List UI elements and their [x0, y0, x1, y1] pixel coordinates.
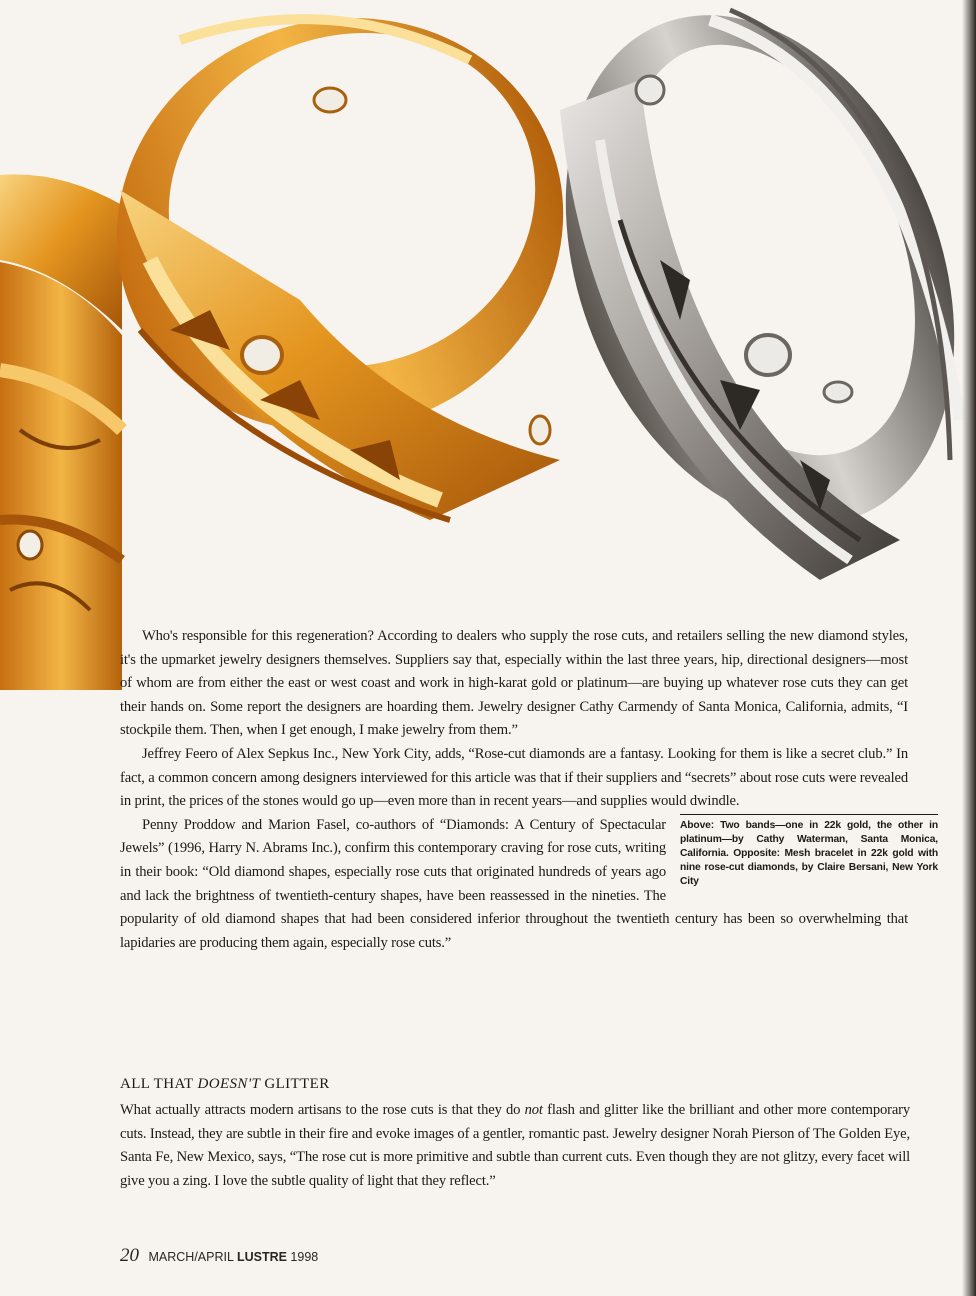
article-paragraph [120, 814, 938, 956]
article-body [120, 625, 938, 955]
article-paragraph-text: Penny Proddow and Marion Fasel, co-authors of “Diamonds: A Century of Spectacular Jewels” (1996, Harry N. Abrams Inc.), confirm this contemporary craving for rose cuts, writing in their book: “Old diamond shapes, especially rose cuts that originated hundreds of years ago and lack the brightness of twentieth-century shapes, have been reassessed in the nineties. The popularity of old diamond shapes that had been considered inferior throughout the twentieth century has been so overwhelming that lapidaries are producing them again, especially rose cuts.” [120, 816, 908, 951]
left-gold-ring [0, 174, 122, 690]
page-number: 20 [120, 1245, 139, 1266]
platinum-ring [494, 0, 976, 583]
article-paragraph [120, 743, 908, 814]
magazine-name: LUSTRE [236, 1250, 287, 1264]
section-paragraph [120, 1099, 910, 1193]
photo-caption: Above: Two bands—one in 22k gold, the other in platinum—by Cathy Waterman, Santa Monica, California. Opposite: Mesh bracelet in 22k gold with nine rose-cut diamonds, by Claire Bersani, New York City [680, 814, 938, 889]
section-text-emphasis: not [524, 1102, 543, 1118]
page-footer [120, 1245, 318, 1265]
page-gutter-shadow [962, 0, 976, 1296]
section-heading [120, 1076, 908, 1093]
section-heading-emphasis: DOESN'T [197, 1076, 261, 1092]
issue-year: 1998 [290, 1250, 319, 1264]
section-text-end: flash and glitter like the brilliant and other more contemporary cuts. Instead, they are subtle in their fire and evoke images of a gentler, romantic past. Jewelry designer Norah Pierson of The Golden Eye, Santa Fe, New Mexico, says, “The rose cut is more primitive and subtle than current cuts. Even though they are not glitzy, every facet will give you a zing. I love the subtle quality of light that they reflect.” [120, 1102, 911, 1189]
article-paragraph: Who's responsible for this regeneration? According to dealers who supply the rose cuts, and retailers selling the new diamond styles, it's the upmarket jewelry designers themselves. Suppliers say that, especially within the last three years, hip, directional designers—most of whom are from either the east or west coast and work in high-karat gold or platinum—are buying up whatever rose cuts they can get their hands on. Some report the designers are hoarding them. Jewelry designer Cathy Carmendy of Santa Monica, California, admits, “I stockpile them. Then, when I get enough, I make jewelry from them.” [120, 628, 908, 739]
section-heading-prefix: ALL THAT [120, 1076, 198, 1092]
article-paragraph-text: Jeffrey Feero of Alex Sepkus Inc., New York City, adds, “Rose-cut diamonds are a fantasy. Looking for them is like a secret club.” In fact, a common concern among designers interviewed for this article was that if their suppliers and “secrets” about rose cuts were revealed in print, the prices of the stones would go up—even more than in recent years—and supplies would dwindle. [120, 745, 908, 810]
section-text-start: What actually attracts modern artisans to the rose cuts is that they do [120, 1102, 525, 1118]
issue-date: MARCH/APRIL [148, 1250, 234, 1264]
section-heading-suffix: GLITTER [260, 1076, 330, 1092]
gold-ring [63, 0, 618, 520]
